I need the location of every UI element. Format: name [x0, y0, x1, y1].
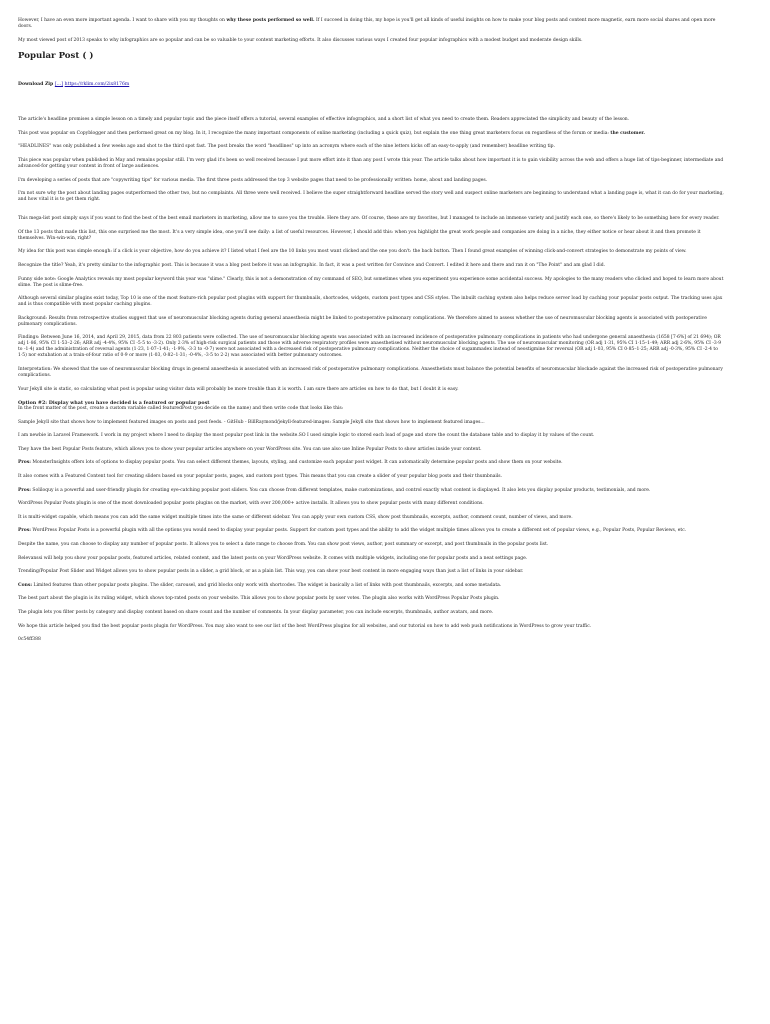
paragraph: I'm developing a series of posts that are "copywriting tips" for various media. The first three posts addressed the top 3 website pages that need to be professionally written: home, about and landing pages.	[18, 177, 488, 183]
paragraph: Of the 13 posts that made this list, this one surprised me the most. It's a very simple idea, one you'll see daily: a list of useful resources. However, I should add this: when you highlight the great work people and companies are doing in a niche, they either notice or hear about it and then promote it themselves. Win-win-win, right?	[18, 229, 701, 241]
pros-label: Pros:	[18, 460, 31, 466]
paragraph: Despite the name, you can choose to display any number of popular posts. It allows you to select a date range to choose from. You can show post views, author, post summary or excerpt, and post thumbnails in the popular posts list.	[18, 542, 549, 548]
option-heading: Option #2: Display what you have decided is a featured or popular post	[18, 400, 210, 407]
paragraph: Although several similar plugins exist today, Top 10 is one of the most feature-rich popular post plugins with support for thumbnails, shortcodes, widgets, custom post types and CSS styles. The inbuilt caching system also helps reduce server load by caching your popular posts output. The tracking uses ajax and is thus compatible with most popular caching plugins.	[18, 296, 723, 308]
paragraph: Funny side note: Google Analytics reveals my most popular keyword this year was "slime." Clearly, this is not a demonstration of my command of SEO, but sometimes when you experiment you experience some accidental success. My apologies to the many readers who clicked and hoped to learn more about slime. The post is slime-free.	[18, 276, 724, 288]
paragraph: Trending/Popular Post Slider and Widget allows you to show popular posts in a slider, a grid block, or as a plain list. This way, you can show your best content in more engaging ways than just a list of links in your sidebar.	[18, 569, 524, 575]
cons-text: Limited features than other popular posts plugins. The slider, carousel, and grid blocks only work with shortcodes. The widget is basically a list of links with post thumbnails, excerpts, and some metadata.	[32, 582, 502, 588]
paragraph: Findings: Between June 16, 2014, and April 29, 2015, data from 22 803 patients were collected. The use of neuromuscular blocking agents was associated with an increased incidence of postoperative pulmonary complications in patients who had undergone general anaesthesia (1658 [7·6%] of 21 694); OR adj 1·86, 95% CI 1·53–2·26; ARR adj -4·4%, 95% CI -5·5 to -3·2). Only 2·3% of high-risk surgical patients and those with adverse respiratory profiles were anaesthetised without neuromuscular blocking agents. The use of neuromuscular monitoring (OR adj 1·31, 95% CI 1·15–1·49; ARR adj 2·6%, 95% CI -3·9 to -1·4) and the administration of reversal agents (1·23, 1·07–1·41; -1·9%, -3·3 to -0·7) were not associated with a decreased risk of postoperative pulmonary complications. Neither the choice of sugammadex instead of neostigmine for reversal (OR adj 1·03, 95% CI 0·85–1·25; ARR adj -0·3%, 95% CI -2·4 to 1·5) nor extubation at a train-of-four ratio of 0·9 or more (1·03, 0·82–1·31; -0·4%, -3·5 to 2·2) was associated with better pulmonary outcomes.	[18, 335, 722, 359]
hash-code: 0c54ff388	[18, 637, 41, 643]
paragraph: I am newbie in Laravel Framework. I work in my project where I need to display the most popular post link in the website.SO I used simple logic to stored each load of page and store the count the database table and to display it by values of the count.	[18, 433, 595, 439]
cons-paragraph	[18, 583, 726, 589]
paragraph: Background: Results from retrospective studies suggest that use of neuromuscular blocking agents during general anaesthesia might be linked to postoperative pulmonary complications. We therefore aimed to assess whether the use of neuromuscular blocking agents is associated with postoperative pulmonary complications.	[18, 315, 707, 327]
paragraph: It is multi-widget capable, which means you can add the same widget multiple times into the same or different sidebar. You can apply your own custom CSS, show post thumbnails, excerpts, author, comment count, number of views, and more.	[18, 514, 573, 520]
intro-paragraph-1	[18, 18, 726, 30]
pros-label: Pros:	[18, 487, 31, 493]
paragraph: WordPress Popular Posts plugin is one of the most downloaded popular posts plugins on the market, with over 200,000+ active installs. It allows you to show popular posts with many different conditions.	[18, 501, 484, 507]
paragraph: This piece was popular when published in May and remains popular still. I'm very glad it's been so well received because I put more effort into it than any post I wrote this year. The article talks about how important it is to gain visibility across the web and offers a huge list of tips-beginner, intermediate and advanced-for getting your content in front of large audiences.	[18, 157, 724, 169]
download-label: Download Zip	[18, 82, 54, 88]
paragraph: They have the best Popular Posts feature, which allows you to show your popular articles anywhere on your WordPress site. You can use also use Inline Popular Posts to show articles inside your content.	[18, 446, 482, 452]
intro-text: However, I have an even more important agenda. I want to share with you my thoughts on	[18, 18, 227, 23]
paragraph: Relevanssi will help you show your popular posts, featured articles, related content, and the latest posts on your WordPress website. It comes with multiple widgets, including one for popular posts and a neat settings page.	[18, 555, 528, 561]
paragraph: Your Jekyll site is static, so calculating what post is popular using visitor data will probably be more trouble than it is worth. I am sure there are articles on how to do that, but I doubt it is easy.	[18, 386, 459, 392]
pros-text: MonsterInsights offers lots of options to display popular posts. You can select different themes, layouts, styling, and customize each popular post widget. It can automatically determine popular posts and show them on your website.	[30, 460, 563, 466]
bold-text: the customer.	[610, 130, 645, 136]
paragraph: The plugin lets you filter posts by category and display content based on share count and the number of comments. In your display parameter, you can include excerpts, thumbnails, author avatars, and more.	[18, 610, 494, 615]
paragraph: I'm not sure why the post about landing pages outperformed the other two, but no complaints. All three were well received. I believe the super straightforward headline served the story well and suspect online marketers are beginning to understand what a landing page is, what it can do for your marketing, and how vital it is to get them right.	[18, 191, 724, 203]
paragraph: Interpretation: We showed that the use of neuromuscular blocking drugs in general anaesthesia is associated with an increased risk of postoperative pulmonary complications. Anaesthetists must balance the potential benefits of neuromuscular blockade against the increased risk of postoperative pulmonary complications.	[18, 366, 723, 378]
paragraph: Recognize the title? Yeah, it's pretty similar to the infographic post. This is because it was a blog post before it was an infographic. In fact, it was a post written for Convince and Convert. I edited it here and there and ran it on "The Point" and am glad I did.	[18, 262, 606, 268]
paragraph: In the front matter of the post, create a custom variable called featuredPost (you decide on the name) and then write code that looks like this:	[18, 406, 344, 412]
intro-paragraph-2: My most viewed post of 2013 speaks to why infographics are so popular and can be so valuable to your content marketing efforts. It also discusses various ways I created four popular infographics with a modest budget and moderate design skills.	[18, 37, 583, 43]
paragraph: It also comes with a Featured Content tool for creating sliders based on your popular posts, pages, and custom post types. This means that you can create a slider of your popular blog posts and their thumbnails.	[18, 474, 503, 480]
download-link[interactable]: https://rklim.com/2ix8176m	[64, 82, 130, 88]
page-title: Popular Post ( )	[18, 51, 94, 62]
intro-text-end: If I succeed in doing this, my hope is you'll get all kinds of useful insights on how to make your blog posts and content more magnetic, earn more social shares and open more doors.	[18, 18, 716, 29]
paragraph: We hope this article helped you find the best popular posts plugin for WordPress. You may also want to see our list of the best WordPress plugins for all websites, and our tutorial on how to add web push notifications in WordPress to grow your traffic.	[18, 623, 592, 629]
paragraph: The article's headline promises a simple lesson on a timely and popular topic and the piece itself offers a tutorial, several examples of effective infographics, and a short list of what you need to create them. Readers appreciated the simplicity and beauty of the lesson.	[18, 117, 630, 123]
pros-paragraph	[18, 488, 726, 494]
paragraph: This mega-list post simply says if you want to find the best of the best email marketers in marketing, allow me to save you the trouble. Here they are. Of course, these are my favorites, but I managed to include an immense variety and justify each one, so there's likely to be something here for every reader.	[18, 216, 720, 222]
paragraph: Sample Jekyll site that shows how to implement featured images on posts and post feeds. - GitHub - BillRaymond/jekyll-featured-images: Sample Jekyll site that shows how to implement featured images...	[18, 419, 485, 425]
intro-bold: why these posts performed so well.	[226, 18, 315, 23]
paragraph	[18, 131, 726, 137]
pros-text: WordPress Popular Posts is a powerful plugin with all the options you would need to display your popular posts. Support for custom post types and the ability to add the widget multiple times allows you to create a different set of popular views, e.g., Popular Posts, Popular Reviews, etc.	[30, 528, 687, 534]
download-brackets-link[interactable]: […]	[54, 82, 64, 88]
pros-text: Soliloquy is a powerful and user-friendly plugin for creating eye-catching popular post sliders. You can choose from different templates, make customizations, and control exactly what content is displayed. It also lets you display popular products, testimonials, and more.	[30, 487, 651, 493]
cons-label: Cons:	[18, 582, 33, 588]
paragraph-text: This post was popular on Copyblogger and then performed great on my blog. In it, I recognize the many important components of online marketing (including a quick quiz), but explain the one thing great marketers focus on regardless of the forum or media:	[18, 130, 609, 136]
download-line	[18, 82, 740, 88]
paragraph: The best part about the plugin is its ruling widget, which shows top-rated posts on your website. This allows you to show popular posts by user votes. The plugin also works with WordPress Popular Posts plugin.	[18, 596, 500, 602]
pros-paragraph	[18, 460, 726, 466]
pros-paragraph	[18, 528, 726, 534]
paragraph: "HEADLINES" was only published a few weeks ago and shot to the third spot fast. The post breaks the word "headlines" up into an acronym where each of the nine letters kicks off an easy-to-apply (and remember) headline writing tip.	[18, 144, 556, 150]
paragraph: My idea for this post was simple enough: if a click is your objective, how do you achieve it? I listed what I feel are the 10 links you most want clicked and the one you don't: the back button. Then I found great examples of winning click-and-convert strategies to demonstrate my points of view.	[18, 249, 687, 255]
pros-label: Pros:	[18, 528, 31, 534]
